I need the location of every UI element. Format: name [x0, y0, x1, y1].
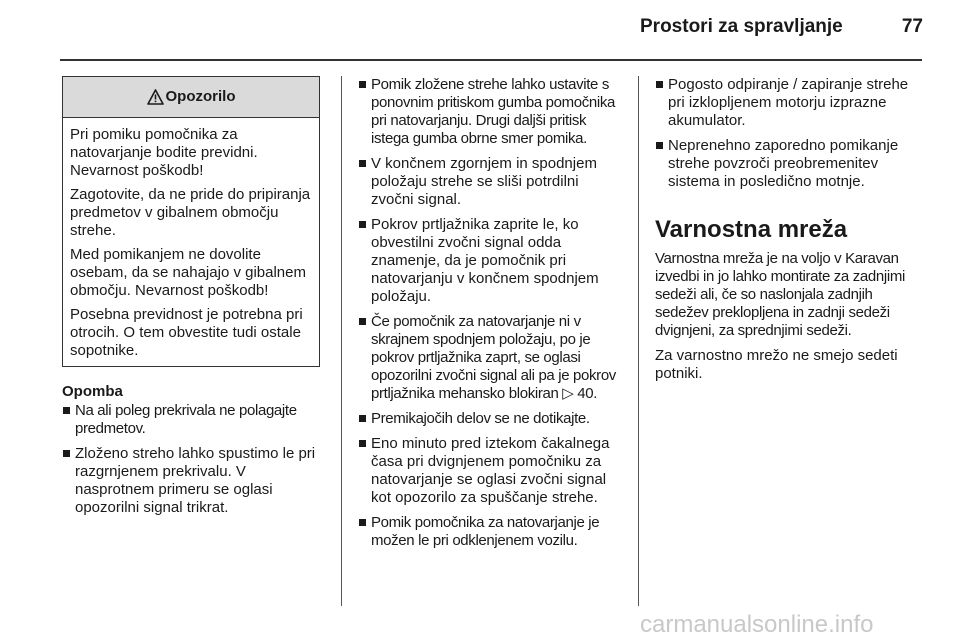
bullet-icon [63, 450, 70, 457]
warning-header [63, 77, 319, 118]
list-item [655, 76, 923, 130]
paragraph: Varnostna mreža je na voljo v Karavan izvedbi in jo lahko montirate za zadnjimi sedeži ali, če so naslonjala zadnjih sedežev preklopljena in zadnji sedeži dvignjeni, za sprednjimi sedeži. [655, 250, 905, 339]
list-item-text: Premikajočih delov se ne dotikajte. [371, 410, 590, 427]
list-item-text: Neprenehno zaporedno pomikanje strehe povzroči preobremenitev sistema in posledično motnje. [668, 137, 899, 190]
column-2 [358, 76, 624, 557]
bullet-icon [656, 81, 663, 88]
column-3 [655, 76, 923, 390]
warning-box [62, 76, 320, 367]
list-item-text: V končnem zgornjem in spodnjem položaju strehe se sliši potrdilni zvočni signal. [371, 155, 597, 208]
list-item [655, 137, 923, 191]
page-number: 77 [901, 16, 923, 37]
bullet-icon [359, 160, 366, 167]
list-item [62, 402, 324, 438]
list-item [358, 76, 624, 148]
bullet-icon [359, 318, 366, 325]
column-divider [341, 76, 342, 606]
list-item-text: Pomik pomočnika za natovarjanje je možen le pri odklenjenem vozilu. [371, 514, 600, 549]
bullet-icon [656, 142, 663, 149]
list-item [62, 445, 324, 517]
section-title: Varnostna mreža [655, 216, 848, 243]
bullet-icon [359, 221, 366, 228]
list-item-text: Pokrov prtljažnika zaprite le, ko obvestilni zvočni signal odda znamenje, da je pomočnik pri natovarjanju v končnem spodnjem položaju. [371, 216, 599, 305]
list-item-text: Pogosto odpiranje / zapiranje strehe pri izklopljenem motorju izprazne akumulator. [668, 76, 909, 129]
list-item-text: Eno minuto pred iztekom čakalnega časa pri dvignjenem pomočniku za natovarjanje se oglasi zvočni signal kot opozorilo za spuščanje strehe. [371, 435, 610, 506]
list-item-text: Če pomočnik za natovarjanje ni v skrajnem spodnjem položaju, po je pokrov prtljažnika zaprt, se oglasi opozorilni zvočni signal ali pa je pokrov prtljažnika mehansko blokiran ▷ 40. [371, 313, 616, 402]
list-item [358, 216, 624, 306]
list-item [358, 410, 624, 428]
bullet-list [358, 76, 624, 550]
bullet-icon [359, 415, 366, 422]
page-header-title: Prostori za spravljanje [640, 16, 843, 37]
list-item-text: Zloženo streho lahko spustimo le pri razgrnjenem prekrivalu. V nasprotnem primeru se oglasi opozorilni signal trikrat. [75, 445, 316, 516]
warning-paragraph: Zagotovite, da ne pride do pripiranja predmetov v gibalnem območju strehe. [70, 186, 311, 239]
column-divider [638, 76, 639, 606]
bullet-icon [359, 519, 366, 526]
list-item [358, 435, 624, 507]
bullet-icon [359, 81, 366, 88]
header-divider [60, 59, 922, 61]
warning-paragraph: Med pomikanjem ne dovolite osebam, da se nahajajo v gibalnem območju. Nevarnost poškodb! [70, 246, 306, 299]
list-item-text: Na ali poleg prekrivala ne polagajte predmetov. [75, 402, 297, 437]
warning-body [63, 118, 319, 366]
bullet-icon [359, 440, 366, 447]
column-1 [62, 76, 324, 524]
bullet-icon [63, 407, 70, 414]
list-item [358, 313, 624, 403]
warning-paragraph: Posebna previdnost je potrebna pri otrocih. O tem obvestite tudi ostale sopotnike. [70, 306, 303, 359]
warning-title: Opozorilo [165, 88, 236, 105]
watermark: carmanualsonline.info [640, 611, 874, 638]
note-title: Opomba [62, 383, 123, 400]
bullet-list [655, 76, 923, 191]
list-item [358, 514, 624, 550]
list-item [358, 155, 624, 209]
warning-triangle-icon [147, 89, 164, 105]
warning-paragraph: Pri pomiku pomočnika za natovarjanje bodite previdni. Nevarnost poškodb! [70, 126, 258, 179]
note-list [62, 402, 324, 517]
paragraph: Za varnostno mrežo ne smejo sedeti potniki. [655, 347, 898, 382]
list-item-text: Pomik zložene strehe lahko ustavite s ponovnim pritiskom gumba pomočnika pri natovarjanju. Drugi daljši pritisk istega gumba obrne smer pomika. [371, 76, 616, 147]
